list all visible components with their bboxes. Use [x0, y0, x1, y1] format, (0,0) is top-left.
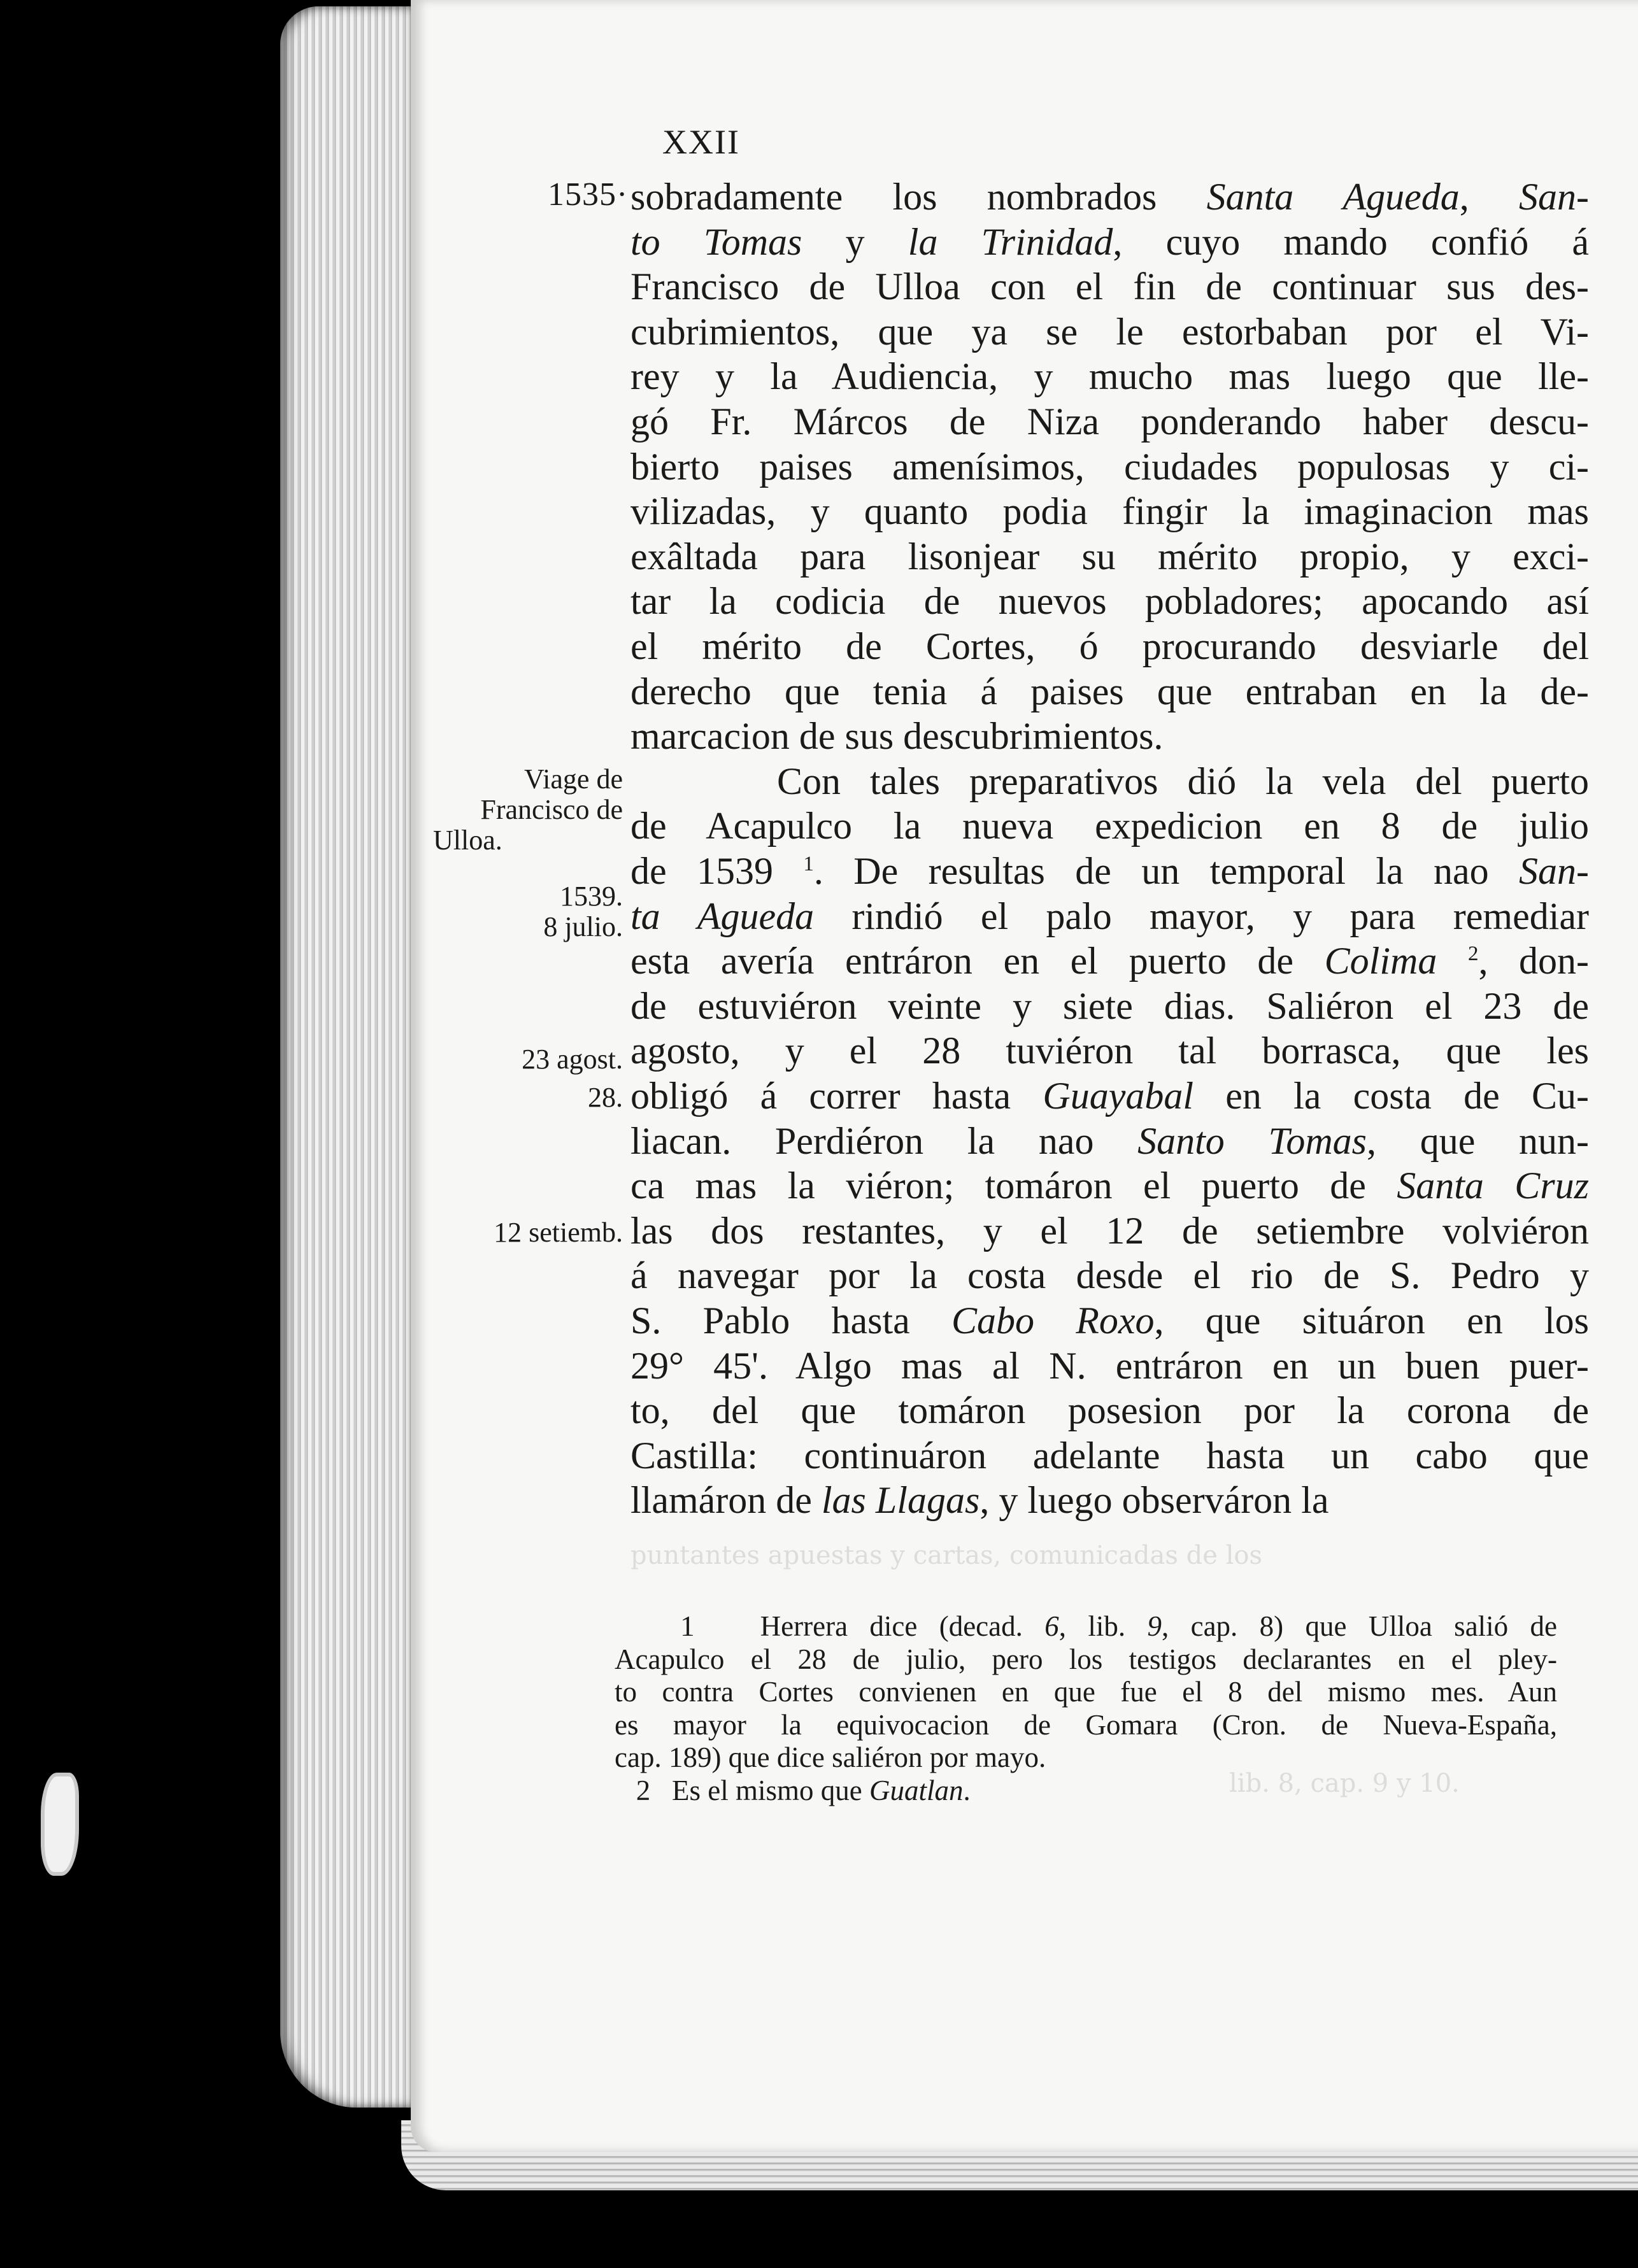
italic-text: Guayabal — [1043, 1075, 1194, 1117]
text-run: es mayor la equivocacion de Gomara (Cron. de Nueva-España, — [615, 1708, 1557, 1741]
text-run: , que nun- — [1367, 1119, 1589, 1162]
margin-year-1535: 1535· — [548, 176, 629, 213]
text-run: bierto paises amenísimos, ciudades populosas y ci- — [630, 445, 1589, 488]
page-edges-shadow — [280, 6, 414, 2108]
body-line — [630, 1120, 1589, 1162]
text-run: S. Pablo hasta — [630, 1300, 951, 1342]
italic-text: 9 — [1147, 1610, 1162, 1642]
text-run: obligó á correr hasta — [630, 1075, 1043, 1117]
margin-note-line: Viage de — [524, 763, 623, 795]
footnote-line — [615, 1644, 1557, 1675]
text-run: cubrimientos, que ya se le estorbaban por el Vi- — [630, 310, 1589, 353]
footnote-ref: 1 — [803, 853, 814, 875]
text-run: exâltada para lisonjear su mérito propio, y exci- — [630, 535, 1589, 578]
text-run: , cap. 8) que Ulloa salió de — [1161, 1610, 1558, 1642]
text-run: rey y la Audiencia, y mucho mas luego que lle- — [630, 355, 1589, 398]
margin-note-line: Francisco de — [480, 794, 623, 825]
text-run: de estuviéron veinte y siete dias. Saliéron el 23 de — [630, 984, 1589, 1027]
text-run: , y luego observáron la — [979, 1479, 1329, 1522]
running-head: XXII — [662, 123, 740, 161]
text-run: , — [1459, 176, 1520, 218]
text-run: to contra Cortes convienen en que fue el 8 del mismo mes. Aun — [615, 1676, 1557, 1708]
body-line — [630, 715, 1589, 757]
italic-text: Santa Agueda — [1206, 176, 1460, 218]
italic-text: ta Agueda — [630, 895, 815, 937]
italic-text: San- — [1519, 176, 1590, 218]
italic-text: 6 — [1044, 1610, 1059, 1642]
margin-date-1539: 1539. — [560, 881, 623, 912]
italic-text: Santa Cruz — [1397, 1165, 1590, 1207]
body-line — [630, 1210, 1589, 1252]
body-line — [630, 446, 1589, 488]
body-line — [630, 1254, 1589, 1296]
text-run: vilizadas, y quanto podia fingir la imaginacion mas — [630, 490, 1589, 533]
italic-text: Cabo Roxo — [951, 1300, 1155, 1342]
text-run: , cuyo mando confió á — [1113, 220, 1590, 263]
body-line — [630, 221, 1589, 263]
show-through-text: lib. 8, cap. 9 y 10. — [1229, 1769, 1460, 1798]
footnote-line — [615, 1676, 1557, 1707]
body-line — [630, 1435, 1589, 1477]
margin-date-23-agost: 23 agost. — [522, 1044, 623, 1075]
text-run: en la costa de Cu- — [1193, 1075, 1589, 1117]
body-line — [630, 1165, 1589, 1207]
text-run: llamáron de — [630, 1479, 822, 1522]
footnote-ref: 2 — [1467, 942, 1479, 966]
text-run: Acapulco el 28 de julio, pero los testigos declarantes en el pley- — [615, 1643, 1557, 1675]
text-run: el mérito de Cortes, ó procurando desviarle del — [630, 625, 1589, 667]
margin-date-28: 28. — [588, 1082, 623, 1113]
text-run: cap. 189) que dice saliéron por mayo. — [615, 1741, 1046, 1773]
text-run: gó Fr. Márcos de Niza ponderando haber descu- — [630, 400, 1589, 443]
body-line — [630, 266, 1589, 308]
margin-note-viage — [420, 764, 623, 856]
body-line — [630, 1389, 1589, 1431]
text-run — [1437, 940, 1468, 982]
body-line — [630, 895, 1589, 937]
text-run: , don- — [1478, 940, 1590, 982]
italic-text: to Tomas — [630, 220, 802, 263]
footnote-line — [615, 1775, 1557, 1806]
body-line — [630, 760, 1589, 802]
text-run: sobradamente los nombrados — [630, 176, 1207, 218]
body-line — [630, 670, 1589, 712]
text-run: Con tales preparativos dió la vela del puerto — [630, 760, 1589, 802]
body-line — [630, 625, 1589, 667]
body-line — [630, 1075, 1589, 1117]
book-spine — [185, 0, 245, 2268]
text-run: Castilla: continuáron adelante hasta un cabo que — [630, 1434, 1589, 1477]
text-run: rindió el palo mayor, y para remediar — [814, 895, 1589, 937]
body-line — [630, 1345, 1589, 1387]
body-line — [630, 355, 1589, 397]
text-run: , lib. — [1058, 1610, 1148, 1642]
text-run: de 1539 — [630, 850, 804, 892]
italic-text: las Llagas — [821, 1479, 980, 1522]
text-run: , que situáron en los — [1154, 1300, 1589, 1342]
text-run: derecho que tenia á paises que entraban en la de- — [630, 670, 1589, 712]
italic-text: San- — [1519, 850, 1589, 892]
italic-text: Santo Tomas — [1137, 1119, 1367, 1162]
footnote-line — [615, 1742, 1557, 1773]
show-through-text: puntantes apuestas y cartas, comunicadas de los — [630, 1541, 1263, 1570]
italic-text: la Trinidad — [908, 220, 1113, 263]
text-run: Francisco de Ulloa con el fin de continuar sus des- — [630, 266, 1589, 308]
italic-text: Guatlan — [869, 1774, 964, 1806]
text-run: marcacion de sus descubrimientos. — [630, 715, 1164, 758]
text-run: de Acapulco la nueva expedicion en 8 de julio — [630, 805, 1589, 847]
margin-date-8-julio: 8 julio. — [543, 911, 623, 942]
body-line — [630, 176, 1589, 218]
body-line — [630, 1479, 1589, 1521]
body-line — [630, 1030, 1589, 1072]
footnote-line — [615, 1710, 1557, 1740]
text-run: y — [802, 220, 908, 263]
text-run: esta avería entráron en el puerto de — [630, 940, 1325, 982]
body-line — [630, 1300, 1589, 1342]
text-run: 2 Es el mismo que — [615, 1774, 869, 1806]
body-line — [630, 311, 1589, 353]
body-line — [630, 535, 1589, 578]
text-run: tar la codicia de nuevos pobladores; apocando así — [630, 580, 1589, 623]
body-line — [630, 490, 1589, 532]
text-run: liacan. Perdiéron la nao — [630, 1119, 1138, 1162]
text-run: á navegar por la costa desde el rio de S. Pedro y — [630, 1254, 1589, 1297]
body-line — [630, 940, 1589, 982]
text-run: ca mas la viéron; tomáron el puerto de — [630, 1165, 1397, 1207]
body-line — [630, 805, 1589, 847]
text-run: . De resultas de un temporal la nao — [813, 850, 1520, 892]
text-run: las dos restantes, y el 12 de setiembre volviéron — [630, 1209, 1589, 1252]
text-run: . — [963, 1774, 971, 1806]
body-line — [630, 580, 1589, 622]
footnote-line — [615, 1611, 1557, 1641]
text-run: to, del que tomáron posesion por la corona de — [630, 1389, 1589, 1432]
body-line — [630, 985, 1589, 1027]
text-run: agosto, y el 28 tuviéron tal borrasca, que les — [630, 1030, 1589, 1072]
torn-paper-scrap — [45, 1776, 75, 1872]
text-run: 1 Herrera dice (decad. — [615, 1610, 1045, 1642]
italic-text: Colima — [1324, 940, 1437, 982]
text-run: 29° 45'. Algo mas al N. entráron en un buen puer- — [630, 1344, 1589, 1387]
margin-note-line: Ulloa. — [433, 825, 502, 856]
margin-date-12-setiemb: 12 setiemb. — [494, 1217, 623, 1248]
body-line — [630, 850, 1589, 892]
body-line — [630, 400, 1589, 443]
